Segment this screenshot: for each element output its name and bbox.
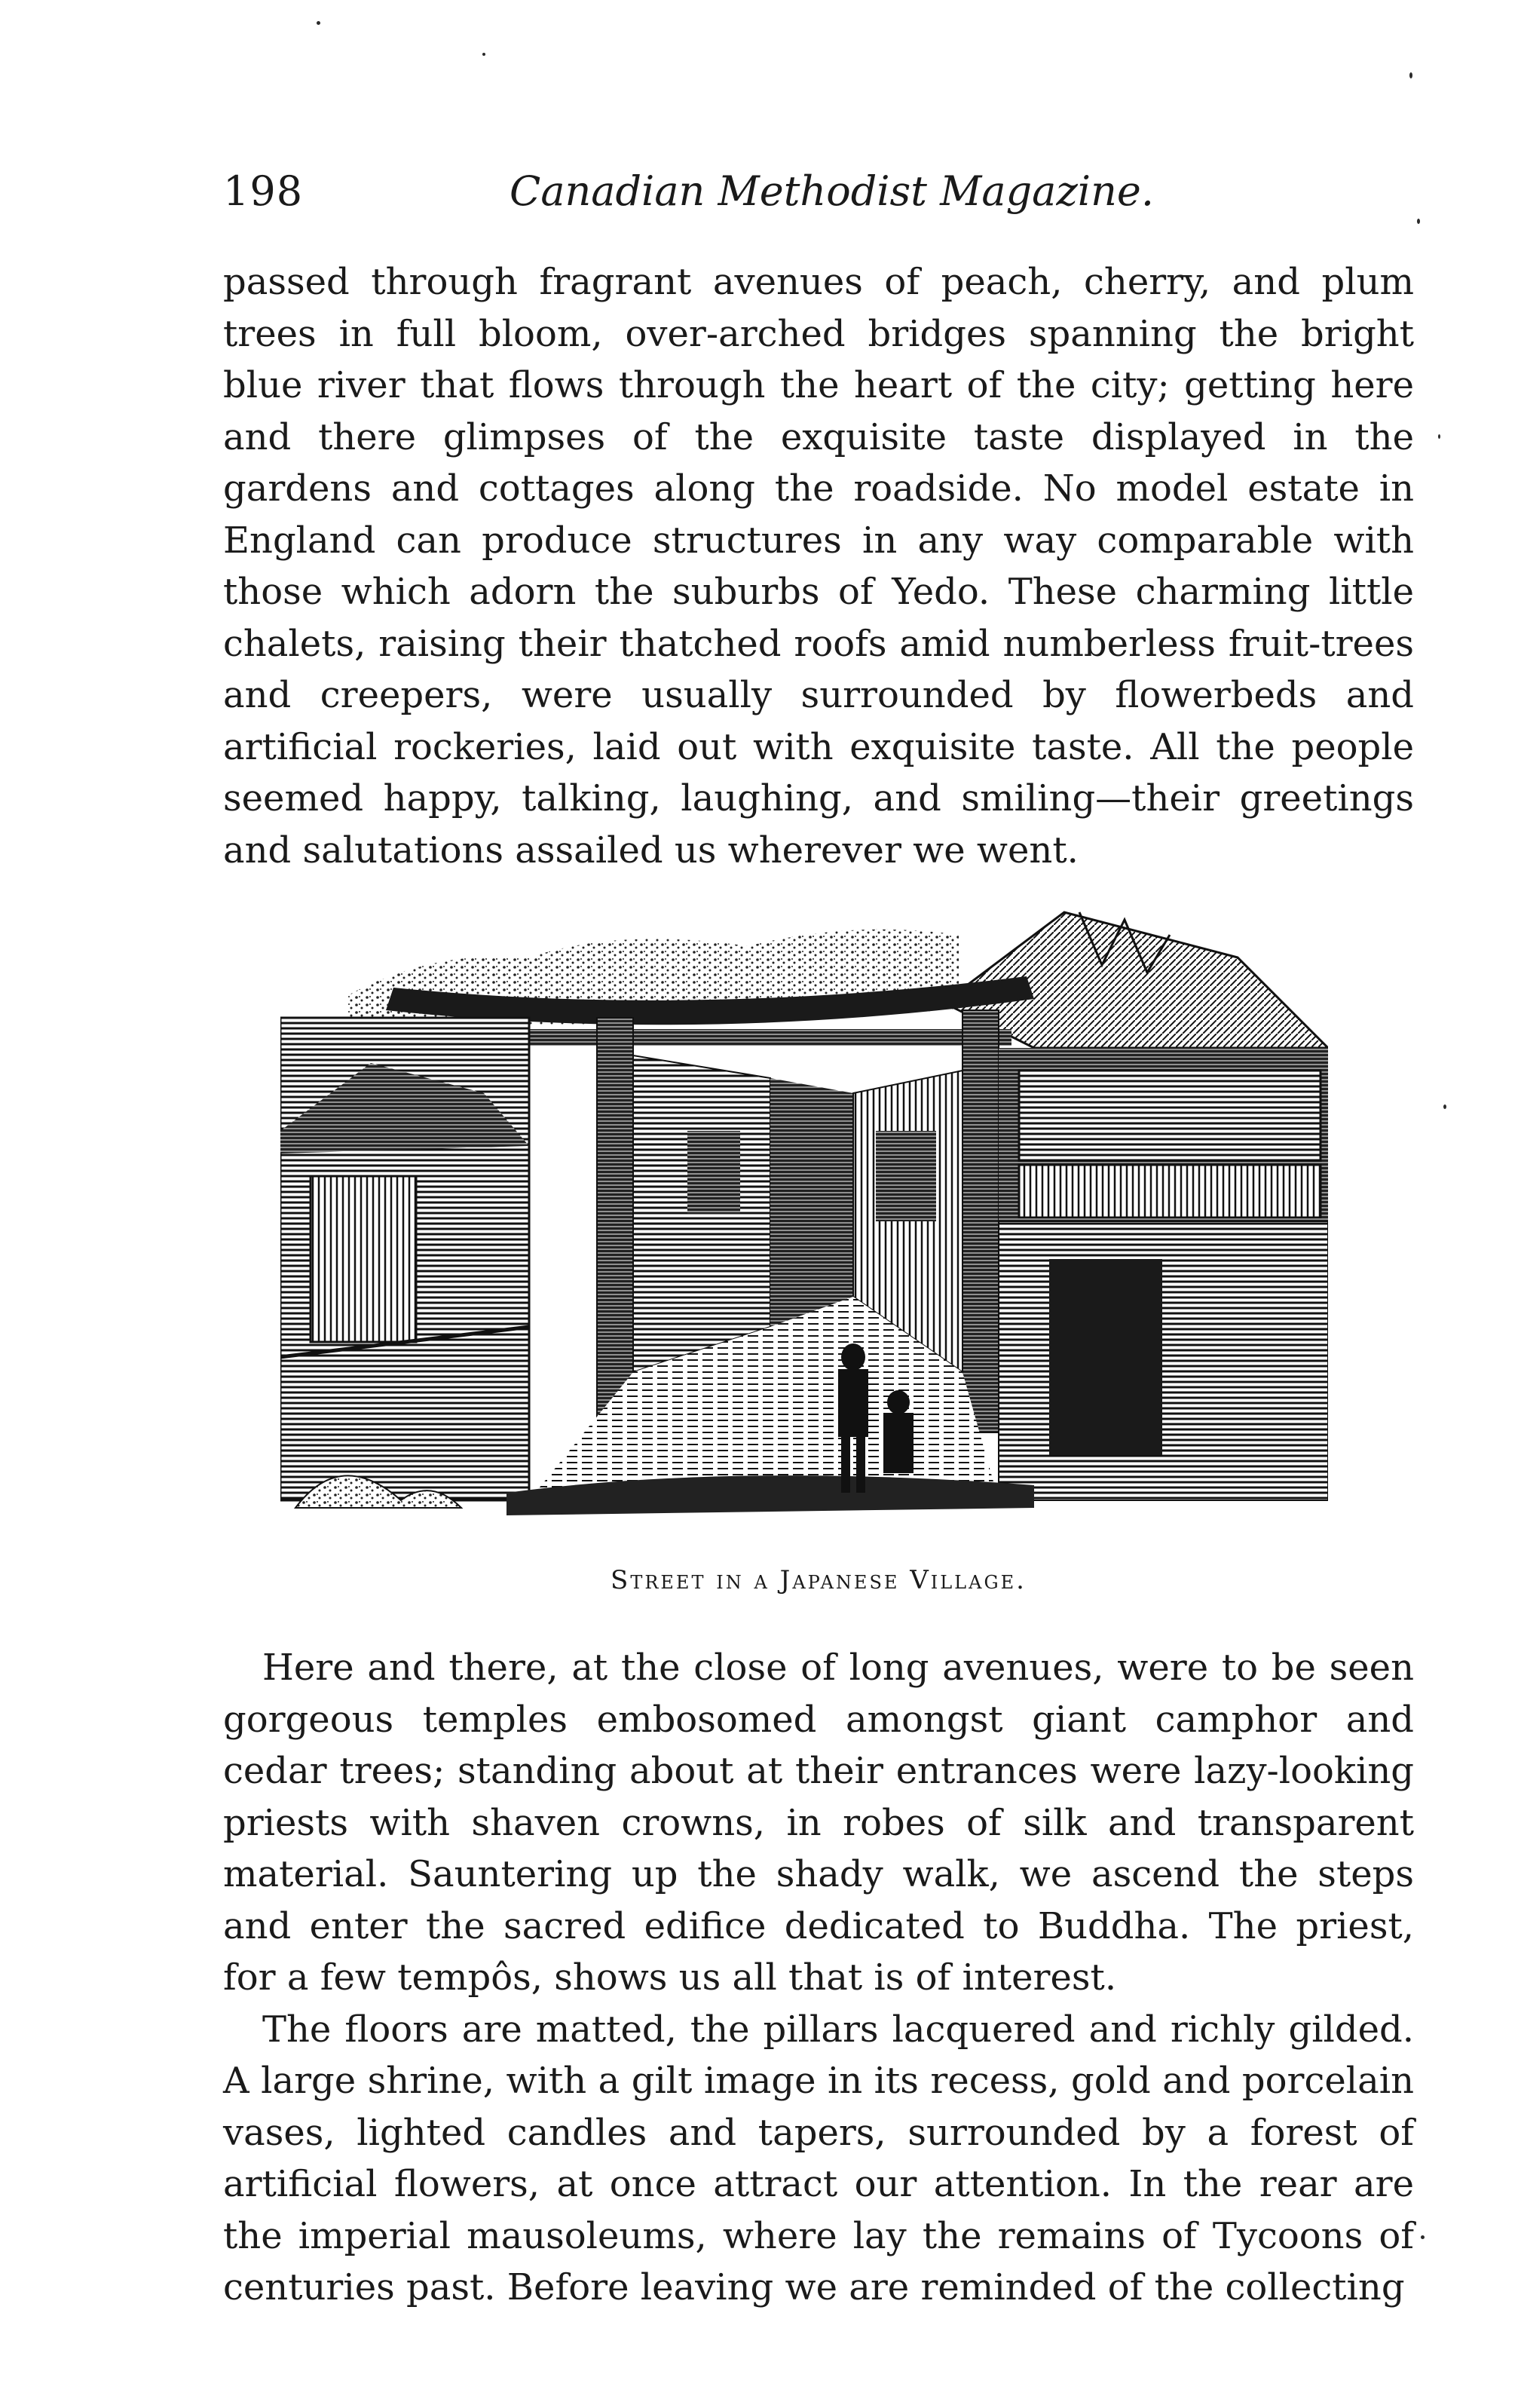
- engraving-svg: [280, 905, 1328, 1530]
- page-number: 198: [223, 167, 304, 215]
- text-block-bottom: [223, 1642, 1414, 2314]
- illustration-street-engraving: [280, 905, 1328, 1530]
- balcony-railing: [1019, 1165, 1321, 1218]
- running-head: [223, 167, 1414, 220]
- running-title: Canadian Methodist Magazine.: [510, 167, 1154, 215]
- figure-caption: Street in a Japanese Village.: [611, 1565, 1027, 1595]
- text-block-top: [223, 256, 1414, 876]
- paragraph-temples: Here and there, at the close of long avenues, were to be seen gorgeous temples embosomed amongst giant camphor and cedar trees; standing about at their entrances were lazy-looking priests with shaven crowns, in robes of silk and transparent material. Sauntering up the shady walk, we ascend the steps and enter the sacred edifice dedicated to Buddha. The priest, for a few tempôs, shows us all that is of interest.: [223, 1647, 1414, 1999]
- opening-paragraph: passed through fragrant avenues of peach, cherry, and plum trees in full bloom, over-arched bridges spanning the bright blue river that flows through the heart of the city; getting here and there glimpses of the exquisite taste displayed in the gardens and cottages along the roadside. No model estate in England can produce structures in any way comparable with those which adorn the suburbs of Yedo. These charming little chalets, raising their thatched roofs amid numberless fruit-trees and creepers, were usually surrounded by flowerbeds and artificial rockeries, laid out with exquisite taste. All the people seemed happy, talking, laughing, and smiling—their greetings and salutations assailed us wherever we went.: [223, 261, 1414, 872]
- paragraph-shrine: The floors are matted, the pillars lacquered and richly gilded. A large shrine, with a gilt image in its recess, gold and porcelain vases, lighted candles and tapers, surrounded by a forest of artificial flowers, at once attract our attention. In the rear are the imperial mausoleums, where lay the remains of Tycoons of centuries past. Before leaving we are reminded of the collecting: [223, 2008, 1414, 2308]
